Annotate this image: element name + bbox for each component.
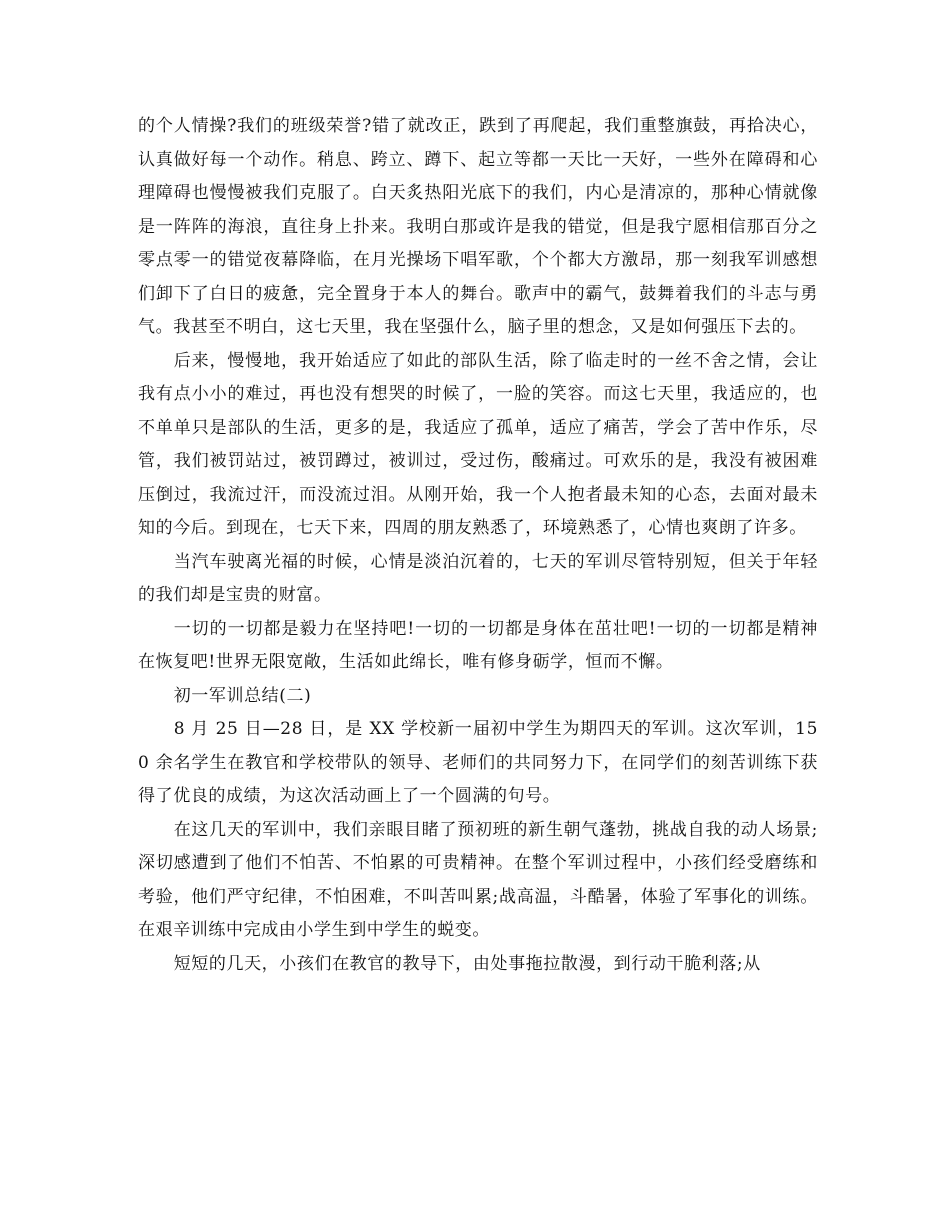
- paragraph-4: 一切的一切都是毅力在坚持吧!一切的一切都是身体在茁壮吧!一切的一切都是精神在恢复吧!世界无限宽敞，生活如此绵长，唯有修身砺学，恒而不懈。: [138, 618, 818, 672]
- paragraph-1: 的个人情操?我们的班级荣誉?错了就改正，跌到了再爬起，我们重整旗鼓，再拾决心，认真做好每一个动作。稍息、跨立、蹲下、起立等都一天比一天好，一些外在障碍和心理障碍也慢慢被我们克服了。白天炙热阳光底下的我们，内心是清凉的，那种心情就像是一阵阵的海浪，直往身上扑来。我明白那或许是我的错觉，但是我宁愿相信那百分之零点零一的错觉夜幕降临，在月光操场下唱军歌，个个都大方激昂，那一刻我军训感想们卸下了白日的疲惫，完全置身于本人的舞台。歌声中的霸气，鼓舞着我们的斗志与勇气。我甚至不明白，这七天里，我在坚强什么，脑子里的想念，又是如何强压下去的。: [138, 116, 818, 337]
- paragraph-2: 后来，慢慢地，我开始适应了如此的部队生活，除了临走时的一丝不舍之情，会让我有点小小的难过，再也没有想哭的时候了，一脸的笑容。而这七天里，我适应的，也不单单只是部队的生活，更多的是，我适应了孤单，适应了痛苦，学会了苦中作乐，尽管，我们被罚站过，被罚蹲过，被训过，受过伤，酸痛过。可欢乐的是，我没有被困难压倒过，我流过汗，而没流过泪。从刚开始，我一个人抱者最未知的心态，去面对最未知的今后。到现在，七天下来，四周的朋友熟悉了，环境熟悉了，心情也爽朗了许多。: [138, 350, 818, 538]
- paragraph-5: 8 月 25 日—28 日，是 XX 学校新一届初中学生为期四天的军训。这次军训，150 余名学生在教官和学校带队的领导、老师们的共同努力下，在同学们的刻苦训练下获得了优良的成绩，为这次活动画上了一个圆满的句号。: [138, 719, 818, 806]
- paragraph-3: 当汽车驶离光福的时候，心情是淡泊沉着的，七天的军训尽管特别短，但关于年轻的我们却是宝贵的财富。: [138, 551, 818, 605]
- section-heading: 初一军训总结(二): [173, 685, 312, 706]
- paragraph-7: 短短的几天，小孩们在教官的教导下，由处事拖拉散漫，到行动干脆利落;从: [173, 953, 761, 974]
- paragraph-6: 在这几天的军训中，我们亲眼目睹了预初班的新生朝气蓬勃，挑战自我的动人场景;深切感遭到了他们不怕苦、不怕累的可贵精神。在整个军训过程中，小孩们经受磨练和考验，他们严守纪律，不怕困难，不叫苦叫累;战高温，斗酷暑，体验了军事化的训练。在艰辛训练中完成由小学生到中学生的蜕变。: [138, 819, 818, 940]
- document-page: [138, 110, 818, 981]
